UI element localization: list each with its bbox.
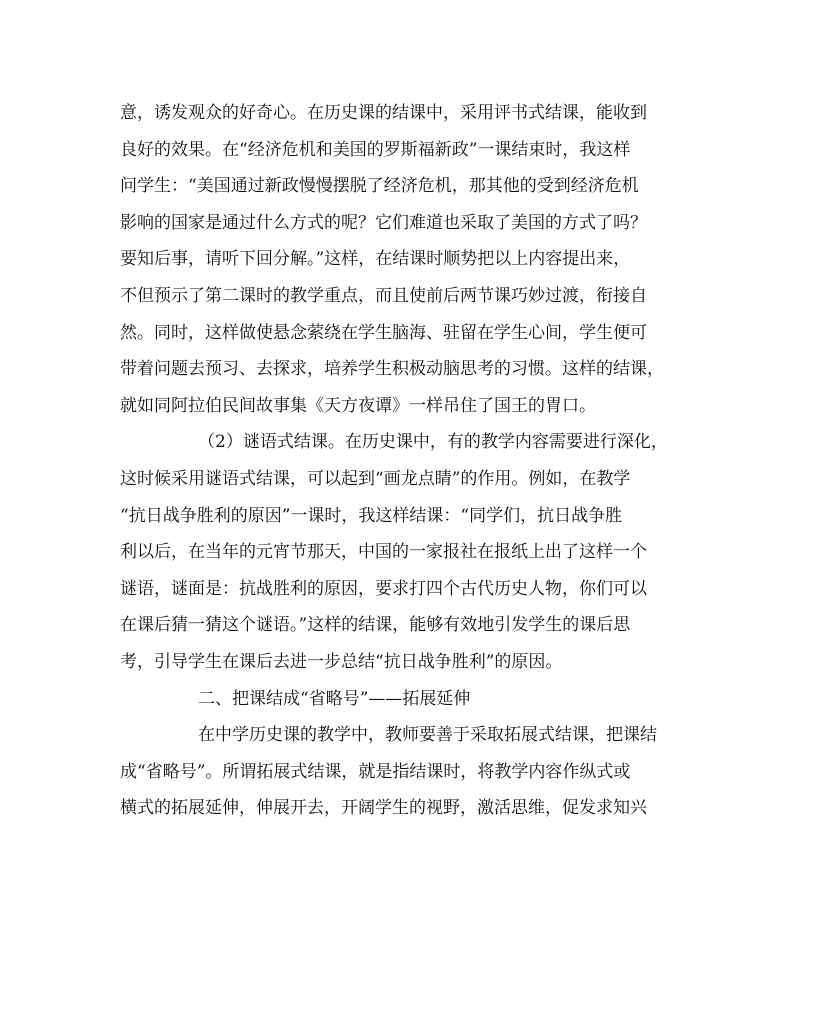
text-line: 带着问题去预习、去探求，培养学生积极动脑思考的习惯。这样的结课， <box>120 359 664 380</box>
text-line: “抗日战争胜利的原因”一课时，我这样结课：“同学们，抗日战争胜 <box>120 505 623 526</box>
text-line: 不但预示了第二课时的教学重点，而且使前后两节课巧妙过渡，衔接自 <box>120 285 647 306</box>
text-line: 意，诱发观众的好奇心。在历史课的结课中，采用评书式结课，能收到 <box>120 103 647 123</box>
text-line: 利以后，在当年的元宵节那天，中国的一家报社在报纸上出了这样一个 <box>120 542 647 563</box>
text-line: 谜语，谜面是：抗战胜利的原因，要求打四个古代历史人物，你们可以 <box>120 578 647 599</box>
paragraph-start-line: 在中学历史课的教学中，教师要善于采取拓展式结课，把课结 <box>198 725 657 746</box>
paragraph-start-line: （2）谜语式结课。在历史课中，有的教学内容需要进行深化， <box>198 432 668 453</box>
text-line: 良好的效果。在“经济危机和美国的罗斯福新政”一课结束时，我这样 <box>120 139 631 160</box>
text-line: 要知后事，请听下回分解。”这样，在结课时顺势把以上内容提出来， <box>120 249 631 270</box>
text-line: 问学生：“美国通过新政慢慢摆脱了经济危机，那其他的受到经济危机 <box>120 176 639 197</box>
text-line: 考，引导学生在课后去进一步总结“抗日战争胜利”的原因。 <box>120 651 563 672</box>
text-line: 影响的国家是通过什么方式的呢？它们难道也采取了美国的方式了吗？ <box>120 212 647 233</box>
text-line: 就如同阿拉伯民间故事集《天方夜谭》一样吊住了国王的胃口。 <box>120 395 596 416</box>
section-heading: 二、把课结成“省略号”——拓展延伸 <box>198 688 471 709</box>
text-line: 横式的拓展延伸，伸展开去，开阔学生的视野，激活思维，促发求知兴 <box>120 798 647 819</box>
body-text <box>120 95 700 827</box>
text-line: 然。同时，这样做使悬念萦绕在学生脑海、驻留在学生心间，学生便可 <box>120 322 647 343</box>
text-line: 在课后猜一猜这个谜语。”这样的结课，能够有效地引发学生的课后思 <box>120 615 631 636</box>
text-line: 这时候采用谜语式结课，可以起到“画龙点睛”的作用。例如，在教学 <box>120 468 631 489</box>
text-line: 成“省略号”。所谓拓展式结课，就是指结课时，将教学内容作纵式或 <box>120 761 631 782</box>
